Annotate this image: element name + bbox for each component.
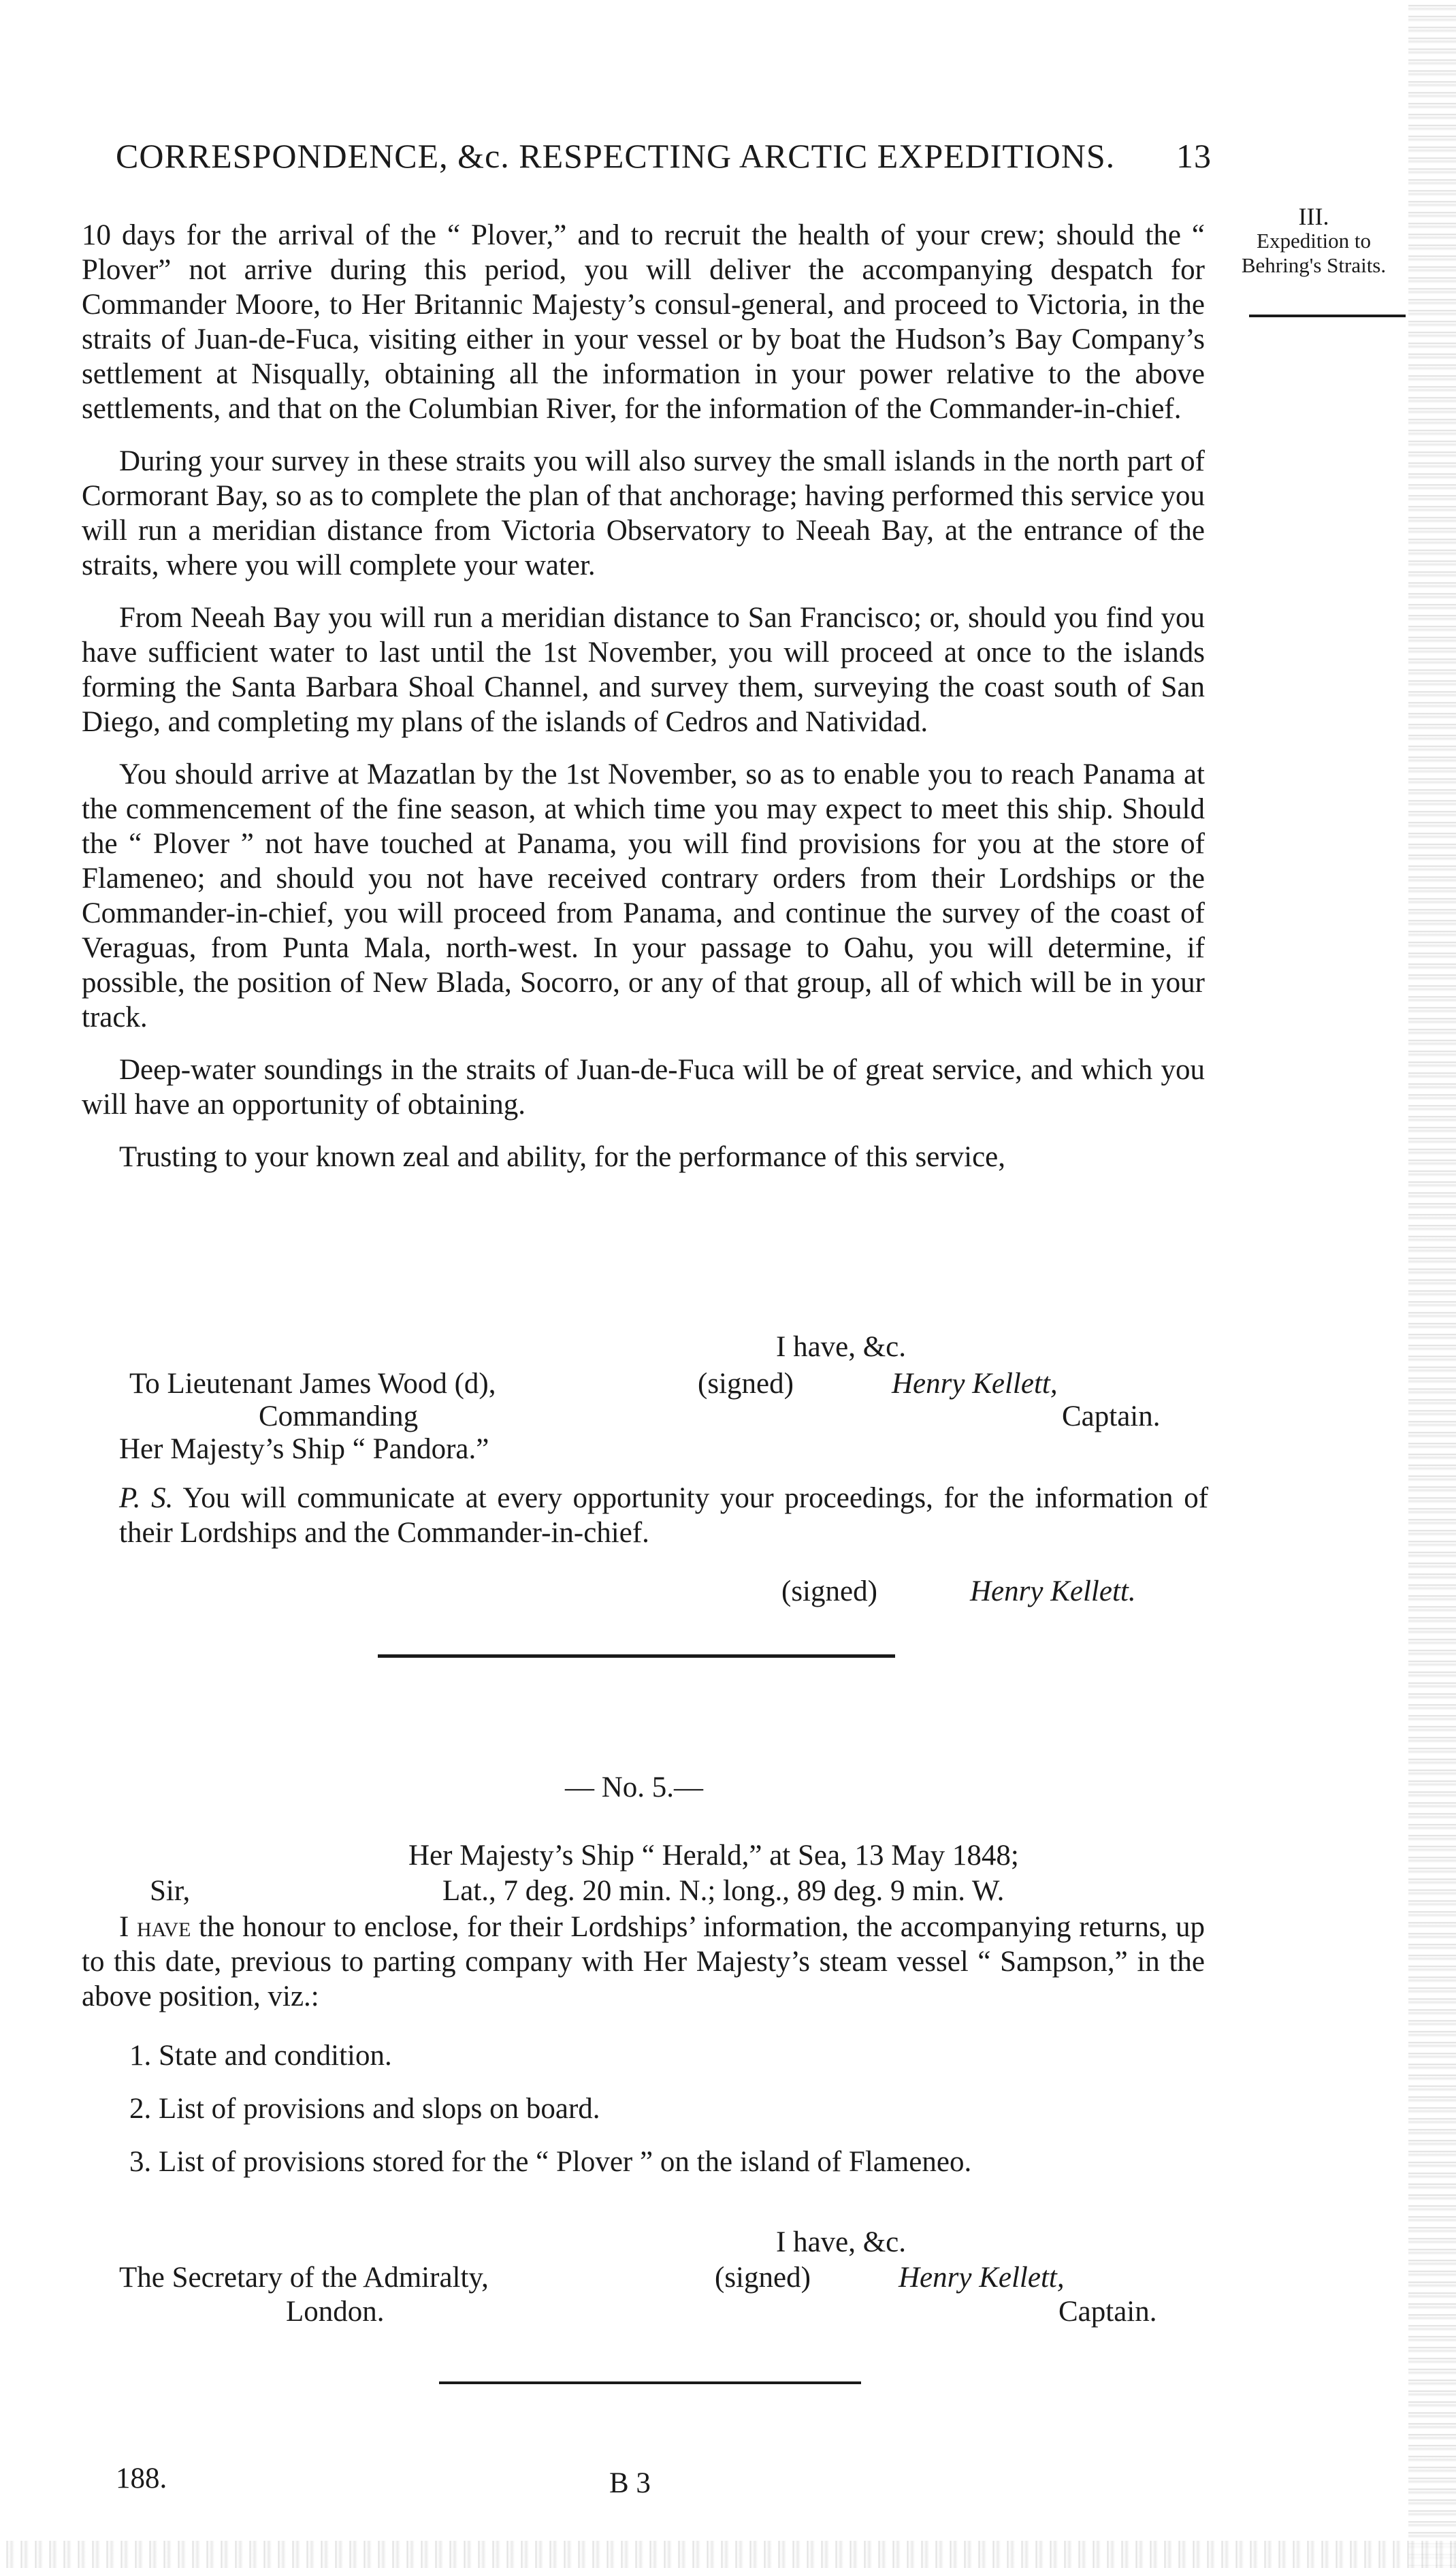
intro-lead: I have	[119, 1911, 191, 1943]
signature-mark: B 3	[609, 2467, 651, 2499]
list-item: 3. List of provisions stored for the “ Plover ” on the island of Flameneo.	[129, 2146, 972, 2178]
section-divider	[378, 1654, 895, 1658]
dateline: Her Majesty’s Ship “ Herald,” at Sea, 13 May 1848;	[408, 1840, 1019, 1872]
signer-name: Henry Kellett,	[892, 1368, 1058, 1400]
footer-number: 188.	[116, 2462, 167, 2494]
paragraph: You should arrive at Mazatlan by the 1st November, so as to enable you to reach Panama at the commencement of the fine season, at which time you may expect to meet this ship. Should the “ Plover ” not have touched at Panama, you will find provisions for you at the store of Flameneo; and should you not have received contrary orders from their Lordships or the Commander-in-chief, you will proceed from Panama, and continue the survey of the coast of Veraguas, from Punta Mala, north-west. In your passage to Oahu, you will determine, if possible, the position of New Blada, Socorro, or any of that group, all of which will be in your track.	[82, 758, 1205, 1033]
signer-name: Henry Kellett,	[899, 2262, 1065, 2294]
addressee-line: To Lieutenant James Wood (d),	[129, 1368, 496, 1400]
running-header	[116, 136, 1212, 176]
header-title: CORRESPONDENCE, &c. RESPECTING ARCTIC EXPEDITIONS.	[116, 137, 1116, 175]
signed-label: (signed)	[715, 2262, 811, 2294]
signer-name: Henry Kellett.	[970, 1575, 1136, 1607]
salutation: Sir,	[150, 1875, 191, 1907]
margin-note-rule	[1249, 315, 1406, 317]
paragraph: Trusting to your known zeal and ability, for the performance of this service,	[119, 1141, 1006, 1173]
margin-note-text: Expedition to Behring's Straits.	[1241, 229, 1387, 277]
list-item: 2. List of provisions and slops on board.	[129, 2093, 600, 2125]
letter-body	[82, 218, 1205, 1192]
addressee-line: Her Majesty’s Ship “ Pandora.”	[119, 1433, 489, 1465]
page-number: 13	[1176, 137, 1212, 175]
postscript	[119, 1481, 1208, 1550]
section-divider	[439, 2381, 861, 2384]
signed-label: (signed)	[781, 1575, 877, 1607]
addressee-line: Commanding	[259, 1400, 419, 1432]
paragraph: Deep-water soundings in the straits of Juan-de-Fuca will be of great service, and which you will have an opportunity of obtaining.	[82, 1054, 1205, 1121]
letter-number: — No. 5.—	[565, 1771, 704, 1803]
margin-note	[1218, 204, 1409, 278]
signer-rank: Captain.	[1062, 1400, 1161, 1432]
postscript-text: You will communicate at every opportunity your proceedings, for the information of their Lordships and the Commander-in-chief.	[119, 1482, 1209, 1549]
intro-paragraph	[82, 1910, 1205, 2014]
postscript-label: P. S.	[119, 1482, 174, 1514]
position-line: Lat., 7 deg. 20 min. N.; long., 89 deg. 9 min. W.	[442, 1875, 1005, 1907]
page-bottom-texture	[0, 2541, 1456, 2568]
closing-line: I have, &c.	[776, 1331, 907, 1363]
page-edge-texture	[1408, 0, 1456, 2568]
closing-line: I have, &c.	[776, 2226, 907, 2258]
paragraph: 10 days for the arrival of the “ Plover,” and to recruit the health of your crew; should the “ Plover” not arrive during this period, you will deliver the accompanying despatch for Commander Moore, to Her Britannic Majesty’s consul-general, and proceed to Victoria, in the straits of Juan-de-Fuca, visiting either in your vessel or by boat the Hudson’s Bay Company’s settlement at Nisqually, obtaining all the information in your power relative to the above settlements, and that on the Columbian River, for the information of the Commander-in-chief.	[82, 219, 1205, 425]
margin-note-numeral: III.	[1298, 203, 1329, 230]
list-item: 1. State and condition.	[129, 2040, 392, 2072]
paragraph: During your survey in these straits you will also survey the small islands in the north part of Cormorant Bay, so as to complete the plan of that anchorage; having performed this service you will run a meridian distance from Victoria Observatory to Neeah Bay, at the entrance of the straits, where you will complete your water.	[82, 445, 1205, 581]
paragraph: From Neeah Bay you will run a meridian distance to San Francisco; or, should you find you have sufficient water to last until the 1st November, you will proceed at once to the islands forming the Santa Barbara Shoal Channel, and survey them, surveying the coast south of San Diego, and completing my plans of the islands of Cedros and Natividad.	[82, 602, 1205, 738]
addressee-line: London.	[286, 2296, 385, 2328]
intro-text: the honour to enclose, for their Lordships’ information, the accompanying returns, up to this date, previous to parting company with Her Majesty’s steam vessel “ Sampson,” in the above position, viz.:	[82, 1911, 1206, 2012]
signer-rank: Captain.	[1058, 2296, 1157, 2328]
signed-label: (signed)	[698, 1368, 794, 1400]
addressee-line: The Secretary of the Admiralty,	[119, 2262, 489, 2294]
